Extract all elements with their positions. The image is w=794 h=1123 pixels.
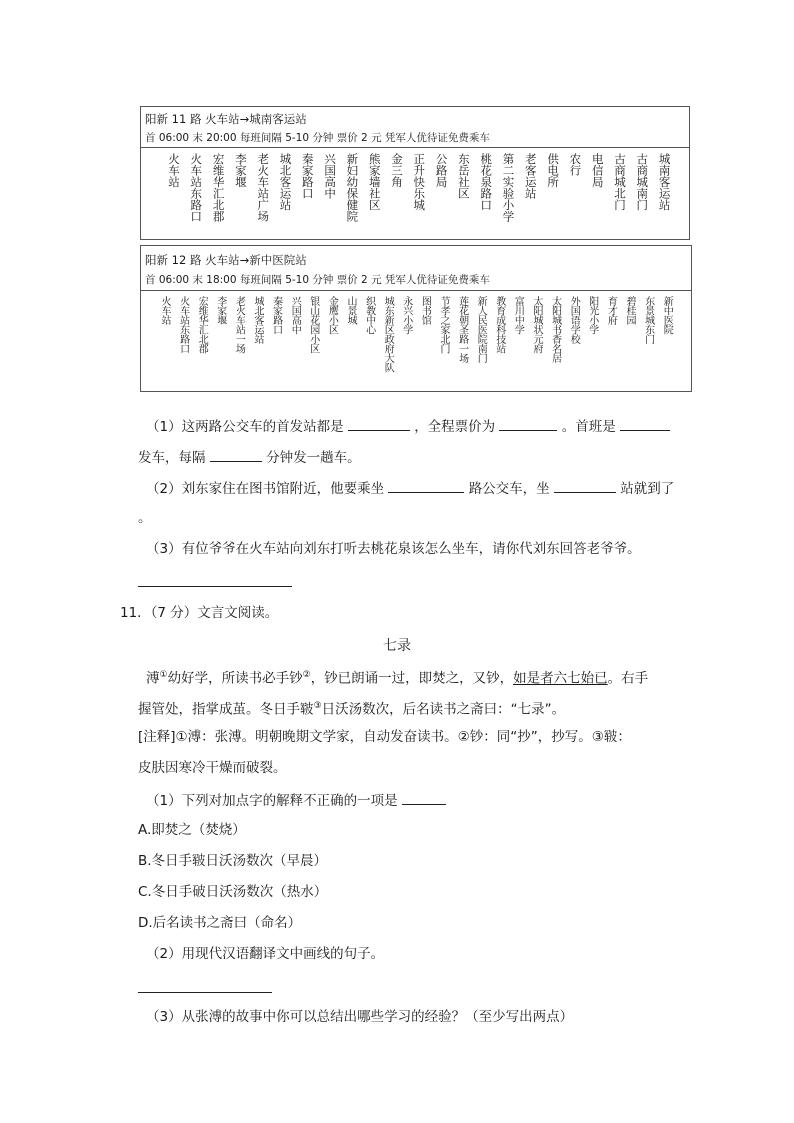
q10-part1-text-a: （1）这两路公交车的首发站都是 [146,419,344,435]
bus-stop-name: 公路局 [434,153,449,188]
q10-part2-text-c: 站就到了 [620,481,675,497]
q11-header: 11．（7 分）文言文阅读。 [120,605,279,621]
q10-part2-line2: 。 [138,510,152,526]
bus-stop-name: 富川中学 [512,296,524,334]
route-11-table [140,106,690,240]
answer-blank[interactable] [210,447,262,462]
q11-part1 [146,790,446,810]
q11-part1-text: （1）下列对加点字的解释不正确的一项是 [146,793,398,809]
notes-line1: [注释]①溥：张溥。明朝晚期文学家，自动发奋读书。②钞：同“抄”，抄写。③皲： [138,729,631,745]
bus-stop-name: 教育成科技站 [493,296,505,353]
passage-title: 七录 [383,638,411,654]
bus-stop-name: 李家堰 [214,296,226,325]
route-12-table [140,245,692,392]
bus-stop-name: 火车站东路口 [189,153,204,222]
bus-stop-name: 正升快乐城 [412,153,427,211]
footnote-marker-3: ③ [313,701,322,711]
bus-stop-name: 秦家路口 [270,296,282,334]
route-11-title: 阳新 11 路 火车站→城南客运站 [145,112,307,126]
q11-part2-answer-line[interactable] [138,992,272,993]
route-12-header [141,246,691,291]
passage-line1 [146,666,648,688]
q10-part3-answer-line[interactable] [138,586,292,587]
q10-part1-text-b: ，全程票价为 [414,419,496,435]
bus-stop-name: 城北客运站 [278,153,293,211]
bus-stop-name: 金鹰小区 [326,296,338,334]
bus-stop-name: 新人民医院南门 [475,296,487,363]
option-a: A.即焚之（焚烧） [138,822,246,838]
q10-part1-text-c: 。首班是 [561,419,616,435]
bus-stop-name: 莲花朝圣路一场 [456,296,468,363]
passage-text: 握管处，指掌成茧。冬日手皲 [138,701,314,718]
route-11-header [141,107,689,148]
bus-stop-name: 节孝之家北门 [438,296,449,353]
answer-blank[interactable] [620,416,670,431]
bus-stop-name: 碧桂园 [624,296,635,325]
bus-stop-name: 桃花泉路口 [479,153,494,211]
answer-blank[interactable] [499,416,557,431]
bus-stop-name: 城南客运站 [657,153,672,211]
q10-part1-text-e: 分钟发一趟车。 [266,450,361,466]
bus-stop-name: 新妇幼保健院 [345,153,360,222]
bus-stop-name: 老火车站广场 [256,153,271,222]
q10-part2-text-b: 路公交车，坐 [468,481,550,497]
bus-stop-name: 古商城北门 [613,153,627,211]
bus-stop-name: 银山花园小区 [307,296,319,353]
bus-stop-name: 太阳城状元府 [531,296,542,353]
option-c: C.冬日手破日沃汤数次（热水） [138,884,328,900]
answer-blank[interactable] [388,478,464,493]
bus-stop-name: 秦家路口 [300,153,315,199]
bus-stop-name: 城东新区政府大队 [382,296,394,372]
q11-part2: （2）用现代汉语翻译文中画线的句子。 [146,946,385,962]
bus-stop-name: 宏维华汇北郡 [211,153,226,222]
footnote-marker-1: ① [159,670,168,680]
option-b: B.冬日手皲日沃汤数次（早晨） [138,853,328,869]
route-12-title: 阳新 12 路 火车站→新中医院站 [145,253,307,267]
passage-text: 幼好学，所读书必手钞 [167,670,303,687]
route-12-schedule: 首 06:00 末 18:00 每班间隔 5-10 分钟 票价 2 元 凭军人优待证免费乘车 [145,274,490,286]
bus-stop-name: 古商城南门 [635,153,650,211]
bus-stop-name: 熊家墙社区 [367,153,382,211]
bus-stop-name: 兴国高中 [289,296,301,334]
bus-stop-name: 织教中心 [363,296,375,334]
q10-part1-text-d: 发车，每隔 [138,450,206,466]
bus-stop-name: 东景城东门 [642,296,654,344]
passage-text: ，钞已朗诵一过，即焚之，又钞， [310,670,514,687]
bus-stop-name: 农行 [568,153,583,176]
bus-stop-name: 东岳社区 [456,153,471,199]
bus-stop-name: 兴国高中 [323,153,338,199]
q10-part1-line1 [146,416,670,436]
bus-stop-name: 老客运站 [523,153,538,199]
passage-text: 。右手 [607,670,649,687]
bus-stop-name: 火车站 [167,153,181,188]
bus-stop-name: 图书馆 [419,296,431,325]
bus-stop-name: 火车站 [159,296,170,325]
passage-text: 溥 [146,670,160,687]
q10-part2-text-a: （2）刘东家住在图书馆附近，他要乘坐 [146,481,385,497]
route-11-schedule: 首 06:00 末 20:00 每班间隔 5-10 分钟 票价 2 元 凭军人优待证免费乘车 [145,132,490,144]
answer-blank[interactable] [554,478,616,493]
q11-part3: （3）从张溥的故事中你可以总结出哪些学习的经验？（至少写出两点） [146,1009,574,1025]
q10-part1-line2 [138,447,361,467]
bus-stop-name: 城北客运站 [252,296,263,344]
bus-stop-name: 外国语学校 [568,296,580,344]
q10-part2-line1 [146,478,674,498]
bus-stop-name: 永兴小学 [400,296,412,334]
passage-text: 日沃汤数次，后名读书之斋曰：“七录”。 [321,701,566,718]
bus-stop-name: 火车站东路口 [177,296,189,353]
underlined-sentence: 如是者六七始已 [513,670,608,687]
bus-stop-name: 宏维华汇北郡 [196,296,208,353]
notes-line2: 皮肤因寒冷干燥而破裂。 [138,760,287,776]
option-d: D.后名读书之斋曰（命名） [138,915,302,931]
bus-stop-name: 新中医院 [661,296,673,334]
footnote-marker-2: ② [302,670,311,680]
bus-stop-name: 老火车站一场 [233,296,245,353]
q10-part3: （3）有位爷爷在火车站向刘东打听去桃花泉该怎么坐车，请你代刘东回答老爷爷。 [146,541,641,557]
bus-stop-name: 阳光小学 [586,296,598,334]
bus-stop-name: 电信局 [590,153,605,188]
bus-stop-name: 第二实验小学 [501,153,516,222]
bus-stop-name: 金三角 [390,153,404,188]
passage-line2 [138,697,565,719]
bus-stop-name: 山景城 [345,296,356,325]
bus-stop-name: 育才府 [605,296,617,325]
answer-blank[interactable] [402,790,446,805]
bus-stop-name: 太阳城书香名居 [549,296,561,363]
bus-stop-name: 供电所 [546,153,561,188]
bus-stop-name: 李家堰 [233,153,248,188]
answer-blank[interactable] [348,416,410,431]
